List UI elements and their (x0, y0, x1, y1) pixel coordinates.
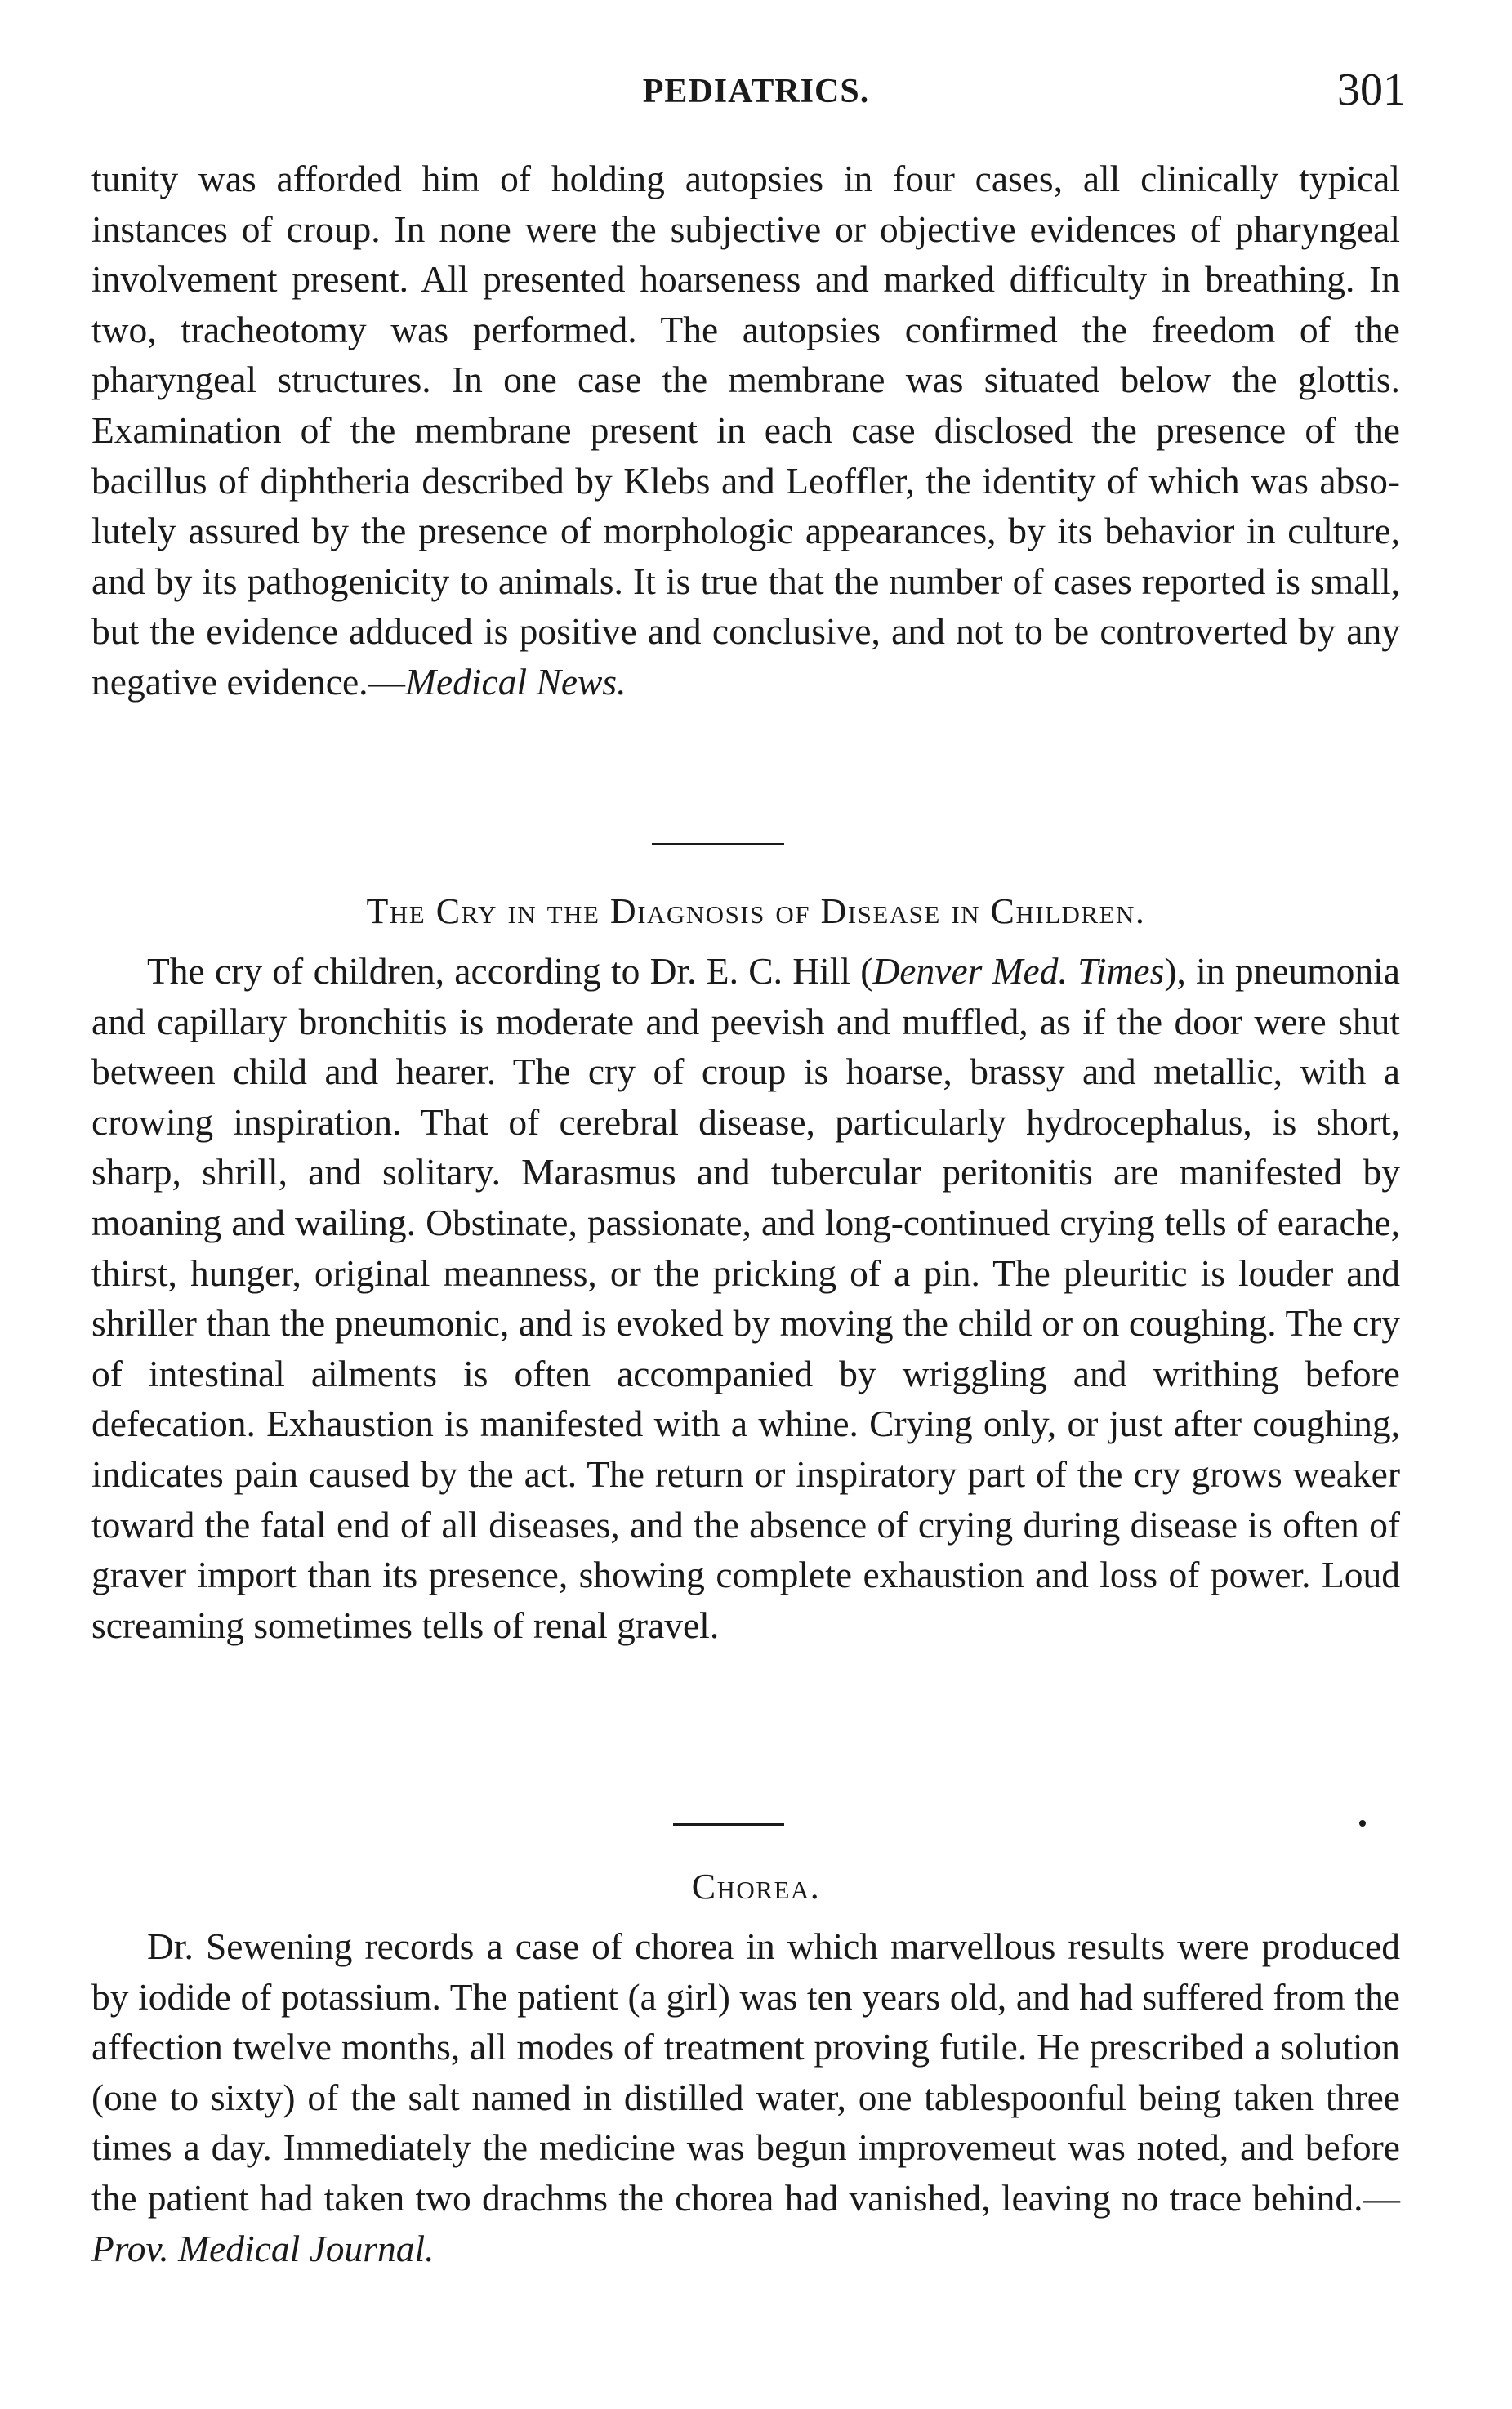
chorea-text: Dr. Sewening records a case of chorea in which marvellous results were produced by iodide of potassium. The patient (a girl) was ten years old, and had suffered from the affection twelve months, all modes of treatment proving futile. He prescribed a solution (one to sixty) of the salt named in distilled water, one tablespoonful being taken three times a day. Immediately the medicine was begun improvemeut was noted, and before the patient had taken two drachms the chorea had vanished, leaving no trace behind.— (91, 1925, 1400, 2219)
running-head (0, 64, 1512, 121)
cry-text-start: The cry of children, according to Dr. E. C. Hill ( (147, 950, 873, 992)
cry-source: Denver Med. Times (872, 950, 1165, 992)
ink-speck (1359, 1820, 1366, 1827)
section-divider (673, 1823, 784, 1826)
page-number: 301 (1337, 65, 1406, 115)
running-title: PEDIATRICS. (642, 73, 870, 110)
chorea-source: Prov. Medical Journal. (91, 2227, 435, 2269)
chorea-paragraph (91, 1921, 1400, 2273)
cry-text-rest: ), in pneumonia and capillary bronchitis is moderate and peevish and muffled, as if the door were shut between child and hearer. The cry of croup is hoarse, brassy and metallic, with a crowing inspiration. That of cerebral disease, particularly hydrocephalus, is short, sharp, shrill, and solitary. Marasmus and tubercular peritonitis are manifested by moaning and wailing. Obstinate, passionate, and long-continued crying tells of earache, thirst, hunger, original meanness, or the pricking of a pin. The pleuritic is louder and shriller than the pneumonic, and is evoked by moving the child or on coughing. The cry of intestinal ailments is often accompanied by wriggling and writhing before defecation. Exhaustion is manifested with a whine. Crying only, or just after coughing, indicates pain caused by the act. The return or inspiratory part of the cry grows weaker toward the fatal end of all diseases, and the absence of crying during disease is often of graver import than its presence, showing complete exhaustion and loss of power. Loud screaming sometimes tells of renal gravel. (91, 950, 1400, 1646)
cry-section-heading: The Cry in the Diagnosis of Disease in Children. (366, 891, 1146, 931)
croup-text: tunity was afforded him of holding autopsies in four cases, all clinically typical instances of croup. In none were the subjective or objective evidences of pharyngeal involvement present. All presented hoarseness and marked difficulty in breathing. In two, tracheotomy was performed. The autopsies confirmed the freedom of the pharyngeal structures. In one case the membrane was situated below the glottis. Examination of the membrane present in each case disclosed the presence of the bacillus of diphtheria described by Klebs and Leoffler, the identity of which was absolutely assured by the presence of morphologic appearances, by its behavior in culture, and by its pathogenicity to animals. It is true that the number of cases reported is small, but the evidence adduced is positive and conclusive, and not to be controverted by any negative evidence.— (91, 158, 1400, 703)
chorea-heading: Chorea. (691, 1867, 821, 1907)
section-divider (652, 843, 784, 845)
croup-paragraph (91, 154, 1400, 707)
cry-paragraph (91, 946, 1400, 1650)
croup-source: Medical News. (405, 660, 627, 703)
